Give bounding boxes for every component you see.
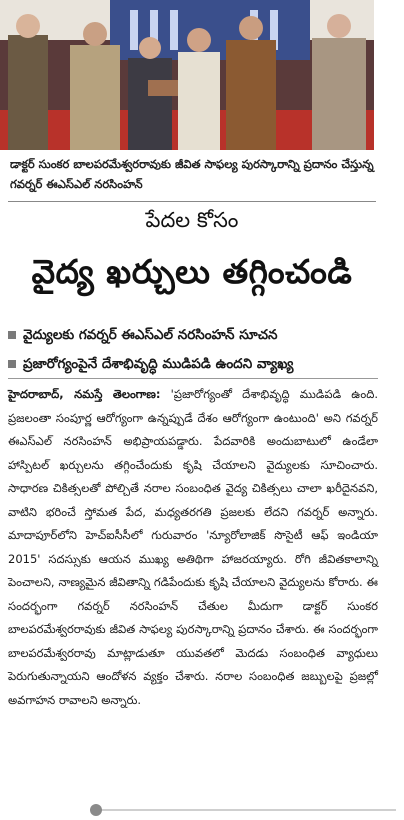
dateline: హైదరాబాద్, నమస్తే తెలంగాణ: (8, 387, 161, 401)
highlight-item (8, 354, 380, 374)
headline-kicker: పేదల కోసం (145, 208, 239, 232)
highlight-text: ప్రజారోగ్యంపైనే దేశాభివృద్ధి ముడిపడి ఉందని వ్యాఖ్య (23, 356, 294, 372)
horizontal-scrollbar[interactable] (0, 800, 404, 820)
headline: వైద్య ఖర్చులు తగ్గించండి (31, 252, 353, 291)
highlight-text: వైద్యులకు గవర్నర్ ఈఎస్ఎల్ నరసింహన్ సూచన (23, 327, 278, 343)
highlights-list (8, 325, 380, 383)
square-bullet-icon (8, 331, 16, 339)
caption-divider (8, 201, 376, 202)
award-ceremony-photo (0, 0, 374, 150)
highlight-item (8, 325, 380, 345)
scrollbar-thumb[interactable] (90, 804, 102, 816)
news-photo (0, 0, 374, 150)
article-text: 'ప్రజారోగ్యంతో దేశాభివృద్ధి ముడిపడి ఉంది. ప్రజలంతా సంపూర్ణ ఆరోగ్యంగా ఉన్నప్పుడే దేశం ఆరోగ్యంగా ఉంటుంది' అని గవర్నర్ ఈఎస్ఎల్ నరసింహన్ అభిప్రాయపడ్డారు. పేదవారికి అందుబాటులో ఉండేలా హాస్పిటల్ ఖర్చులను తగ్గించేందుకు కృషి చేయాలని వైద్యులకు సూచించారు. సాధారణ చికిత్సలతో పోల్చితే నరాల సంబంధిత వైద్య చికిత్సలు చాలా ఖరీదైనవని, వాటిని భరించే స్తోమత పేద, మధ్యతరగతి ప్రజలకు లేదని గవర్నర్ అన్నారు. మాదాపూర్‌లోని హెచ్ఐసీసీలో గురువారం 'న్యూరోలాజిక్ సొసైటీ ఆఫ్ ఇండియా 2015' సదస్సుకు ఆయన ముఖ్య అతిథిగా హాజరయ్యారు. రోగి జీవితకాలాన్ని పెంచాలని, నాణ్యమైన జీవితాన్ని గడిపేందుకు కృషి చేయాలని వైద్యులను కోరారు. ఈ సందర్భంగా గవర్నర్ నరసింహన్ చేతుల మీదుగా డాక్టర్ సుంకర బాలపరమేశ్వరరావుకు జీవిత సాఫల్య పురస్కారాన్ని ప్రదానం చేశారు. ఈ సందర్భంగా బాలపరమేశ్వరరావు మాట్లాడుతూ యువతలో మెదడు సంబంధిత వ్యాధులు పెరుగుతున్నాయని ఆందోళన వ్యక్తం చేశారు. నరాల సంబంధిత జబ్బులపై ప్రజల్లో అవగాహన రావాలని అన్నారు. (8, 387, 378, 707)
scrollbar-track[interactable] (96, 809, 396, 811)
article-body (8, 383, 378, 712)
photo-caption: డాక్టర్ సుంకర బాలపరమేశ్వరరావుకు జీవిత సాఫల్య పురస్కారాన్ని ప్రదానం చేస్తున్న గవర్నర్ ఈఎస్ఎల్ నరసింహన్ (10, 157, 374, 191)
body-divider (8, 378, 378, 379)
square-bullet-icon (8, 360, 16, 368)
